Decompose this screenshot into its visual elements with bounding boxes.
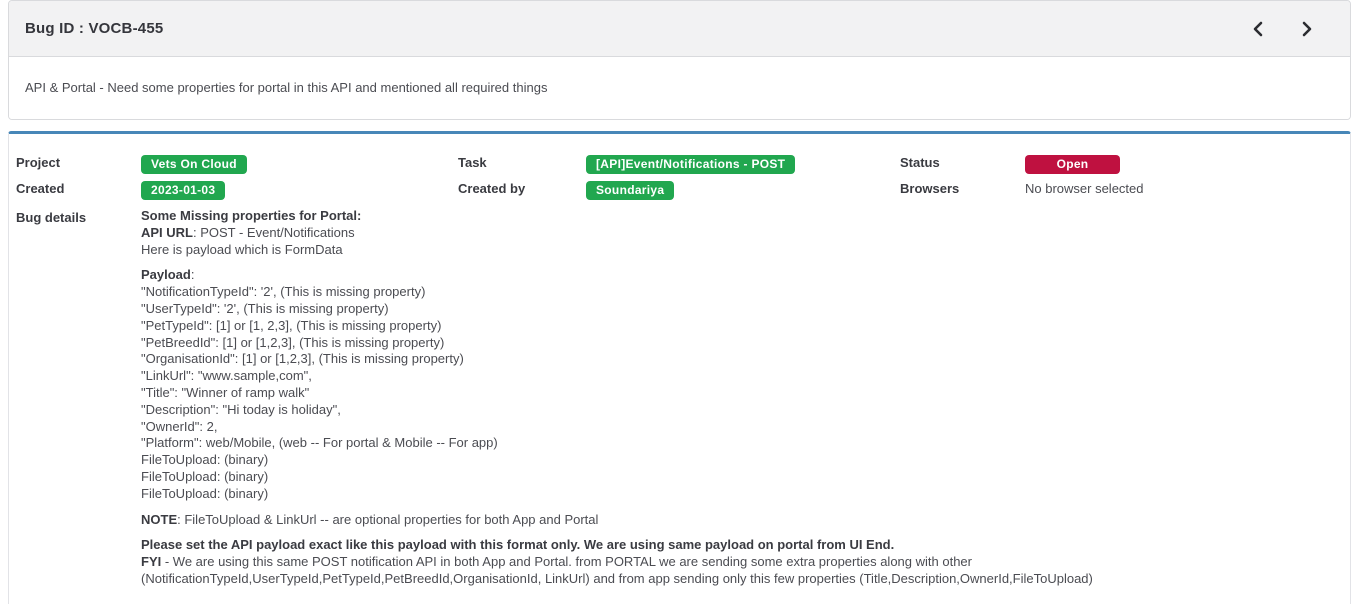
detail-line: NOTE: FileToUpload & LinkUrl -- are optional properties for both App and Portal: [141, 511, 599, 527]
bug-header-card: [8, 0, 1351, 120]
detail-line: API URL: POST - Event/Notifications: [141, 224, 355, 240]
bug-id-title: Bug ID : VOCB-455: [25, 20, 164, 37]
detail-line: "PetTypeId": [1] or [1, 2,3], (This is missing property): [141, 317, 442, 333]
created-by-value-cell: [586, 179, 900, 200]
detail-line: "Title": "Winner of ramp walk": [141, 384, 310, 400]
chevron-right-icon: [1301, 21, 1313, 37]
detail-line: Please set the API payload exact like this payload with this format only. We are using same payload on portal from UI End.: [141, 537, 895, 553]
detail-line: FileToUpload: (binary): [141, 452, 269, 468]
bug-details-card: [8, 131, 1351, 604]
detail-line: "OrganisationId": [1] or [1,2,3], (This is missing property): [141, 351, 464, 367]
created-by-label: Created by: [458, 181, 526, 196]
detail-line: Payload:: [141, 267, 195, 283]
task-badge: [API]Event/Notifications - POST: [586, 155, 795, 174]
status-value-cell: [1025, 153, 1335, 174]
detail-line: "OwnerId": 2,: [141, 418, 218, 434]
detail-line: FYI - We are using this same POST notification API in both App and Portal. from PORTAL we are sending some extra properties along with other (NotificationTypeId,UserTypeId,PetTypeId,PetBreedId,OrganisationId, LinkUrl) and from app sending only this few properties (Title,Description,OwnerId,FileToUpload): [141, 554, 1093, 586]
task-value-cell: [586, 153, 900, 174]
project-value-cell: [141, 153, 458, 174]
browsers-label: Browsers: [900, 181, 960, 196]
bug-summary: API & Portal - Need some properties for portal in this API and mentioned all required things: [9, 57, 1350, 119]
created-value-cell: [141, 179, 458, 200]
detail-line: Some Missing properties for Portal:: [141, 208, 362, 223]
chevron-left-icon: [1252, 21, 1264, 37]
created-by-badge: Soundariya: [586, 181, 674, 200]
detail-paragraph: [141, 512, 1295, 529]
detail-line: "Platform": web/Mobile, (web -- For portal & Mobile -- For app): [141, 435, 498, 451]
browsers-value: No browser selected: [1025, 181, 1144, 196]
bug-header-bar: [9, 1, 1350, 57]
detail-line: "Description": "Hi today is holiday",: [141, 401, 341, 417]
bug-nav: [1249, 20, 1316, 38]
detail-line: FileToUpload: (binary): [141, 485, 269, 501]
bug-details-label: Bug details: [16, 210, 87, 225]
detail-line: "UserTypeId": '2', (This is missing property): [141, 300, 389, 316]
detail-line: "NotificationTypeId": '2', (This is missing property): [141, 284, 426, 300]
status-label: Status: [900, 155, 940, 170]
project-label: Project: [16, 155, 61, 170]
bug-details-content: [141, 208, 1335, 588]
detail-paragraph: [141, 208, 1295, 258]
detail-line: Here is payload which is FormData: [141, 241, 343, 257]
details-grid: [16, 153, 1335, 588]
detail-line: "PetBreedId": [1] or [1,2,3], (This is missing property): [141, 334, 445, 350]
next-bug-button[interactable]: [1298, 20, 1316, 38]
detail-line: "LinkUrl": "www.sample,com",: [141, 368, 312, 384]
created-date-badge: 2023-01-03: [141, 181, 225, 200]
prev-bug-button[interactable]: [1249, 20, 1267, 38]
detail-paragraph: [141, 537, 1295, 587]
created-label: Created: [16, 181, 65, 196]
project-badge: Vets On Cloud: [141, 155, 247, 174]
task-label: Task: [458, 155, 487, 170]
detail-line: FileToUpload: (binary): [141, 468, 269, 484]
detail-paragraph: [141, 267, 1295, 502]
status-badge: Open: [1025, 155, 1120, 174]
